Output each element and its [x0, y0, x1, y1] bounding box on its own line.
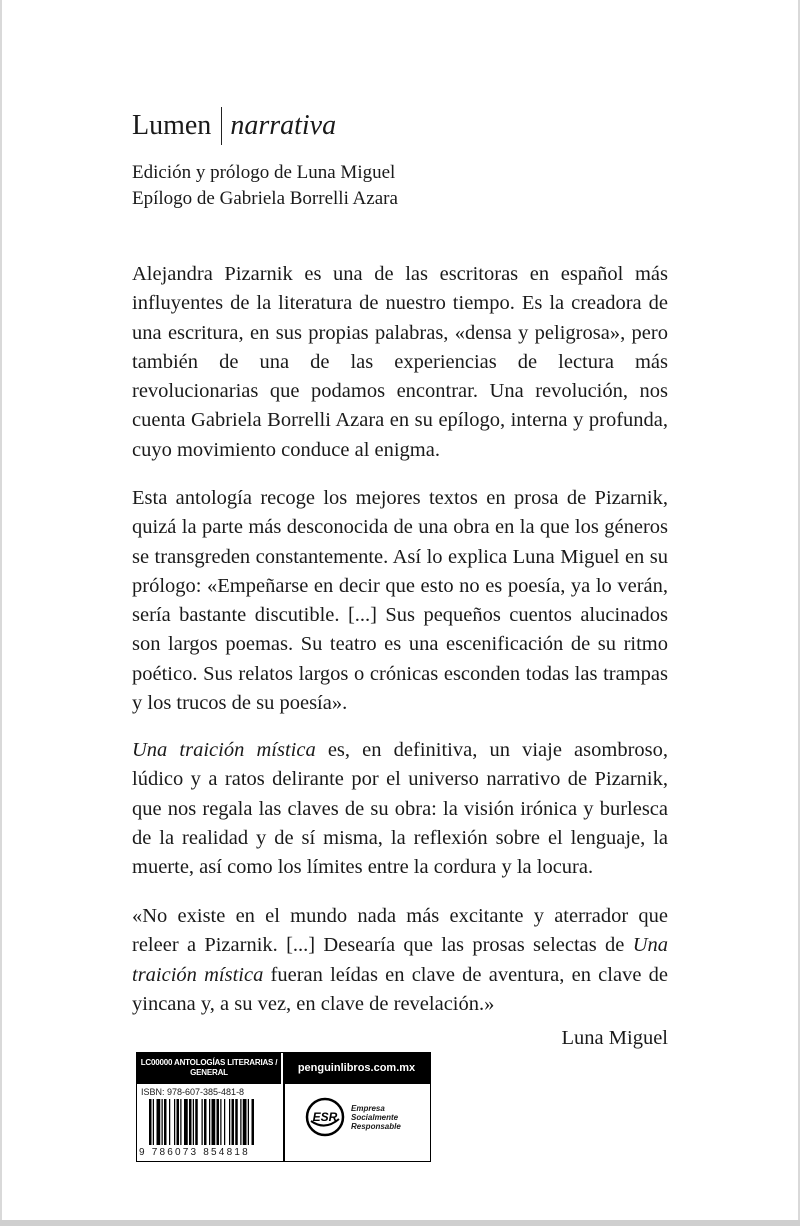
barcode-bar: [174, 1099, 175, 1145]
publisher-name: Lumen: [132, 110, 212, 141]
quote-paragraph: [132, 902, 668, 1019]
esr-logo-icon: [305, 1097, 345, 1137]
barcode-bar: [195, 1099, 198, 1145]
publisher-line: narrativa: [230, 110, 337, 141]
isbn-number: ISBN: 978-607-385-481-8: [141, 1087, 245, 1097]
website-link[interactable]: penguinlibros.com.mx: [297, 1062, 416, 1074]
esr-line-1: Empresa: [351, 1103, 385, 1113]
barcode-bar: [212, 1099, 216, 1145]
barcode-bar: [169, 1099, 170, 1145]
barcode-bar: [232, 1099, 235, 1145]
quote-signature: Luna Miguel: [561, 1027, 668, 1049]
barcode-bar: [243, 1099, 247, 1145]
barcode-bar: [229, 1099, 230, 1145]
barcode-bar: [157, 1099, 161, 1145]
category-line-2: GENERAL: [190, 1068, 228, 1077]
barcode-bar: [162, 1099, 163, 1145]
page-edge-left: [0, 0, 2, 1226]
credit-epilogue: Epílogo de Gabriela Borrelli Azara: [132, 188, 398, 209]
esr-badge: [305, 1097, 401, 1137]
category-line-1: LC00000 ANTOLOGÍAS LITERARIAS /: [140, 1058, 278, 1067]
barcode-bar: [202, 1099, 203, 1145]
esr-logo-text: ESR: [312, 1110, 338, 1124]
esr-line-3: Responsable: [351, 1121, 401, 1131]
barcode-bar: [184, 1099, 188, 1145]
barcode-bar: [209, 1099, 210, 1145]
synopsis-paragraph-3: [132, 736, 668, 882]
esr-caption: [351, 1104, 401, 1131]
credits: [132, 160, 398, 212]
barcode-bar: [149, 1099, 152, 1145]
barcode-bar: [193, 1099, 194, 1145]
synopsis-paragraph-1: Alejandra Pizarnik es una de las escritoras en español más influyentes de la literatura de nuestro tiempo. Es la creadora de una escritura, en sus propias palabras, «densa y peligrosa», pero también de una de las experiencias de lectura más revolucionarias que podamos encontrar. Una revolución, nos cuenta Gabriela Borrelli Azara en su epílogo, interna y profunda, cuyo movimiento conduce al enigma.: [132, 263, 668, 461]
page-edge-bottom: [0, 1220, 800, 1226]
barcode: [137, 1099, 283, 1147]
barcode-bar: [240, 1099, 241, 1145]
barcode-bar: [217, 1099, 220, 1145]
quote-start: «No existe en el mundo nada más excitante y aterrador que releer a Pizarnik. [...] Desearía que las prosas selectas de: [132, 905, 668, 957]
barcode-bar: [153, 1099, 154, 1145]
barcode-bar: [252, 1099, 255, 1145]
barcode-bar: [204, 1099, 207, 1145]
barcode-bar: [180, 1099, 181, 1145]
quote-end: fueran leídas en clave de aventura, en clave de yincana y, a su vez, en clave de revelación.»: [132, 963, 668, 1015]
publisher-brand: [132, 106, 336, 146]
synopsis-paragraph-2: Esta antología recoge los mejores textos en prosa de Pizarnik, quizá la parte más desconocida de una obra en la que los géneros se transgreden constantemente. Así lo explica Luna Miguel en su prólogo: «Empeñarse en decir que esto no es poesía, ya lo verán, sería bastante discutible. [...] Sus pequeños cuentos alucinados son largos poemas. Su teatro es una escenificación de su ritmo poético. Sus relatos largos o crónicas esconden todas las trampas y los trucos de su poesía».: [132, 487, 668, 715]
barcode-bar: [248, 1099, 249, 1145]
credit-edition: Edición y prólogo de Luna Miguel: [132, 162, 396, 183]
barcode-bar: [164, 1099, 167, 1145]
quote-book-title: Una traición mística: [132, 934, 668, 986]
esr-line-2: Socialmente: [351, 1112, 399, 1122]
barcode-bar: [235, 1099, 238, 1145]
barcode-digits: 9 786073 854818: [139, 1147, 250, 1158]
barcode-bar: [189, 1099, 192, 1145]
box-divider: [283, 1084, 285, 1161]
book-title: Una traición mística: [132, 739, 316, 761]
barcode-bar: [224, 1099, 225, 1145]
category-label: [137, 1053, 283, 1084]
barcode-bar: [177, 1099, 180, 1145]
brand-separator: [221, 107, 222, 145]
product-topbar: [137, 1053, 430, 1084]
paragraph-3-text: es, en definitiva, un viaje asombroso, lúdico y a ratos delirante por el universo narrativo de Pizarnik, que nos regala las claves de su obra: la visión irónica y burlesca de la realidad y de sí misma, la reflexión sobre el lenguaje, la muerte, así como los límites entre la cordura y la locura.: [132, 739, 668, 879]
product-info-box: [136, 1052, 431, 1162]
barcode-bar: [220, 1099, 221, 1145]
